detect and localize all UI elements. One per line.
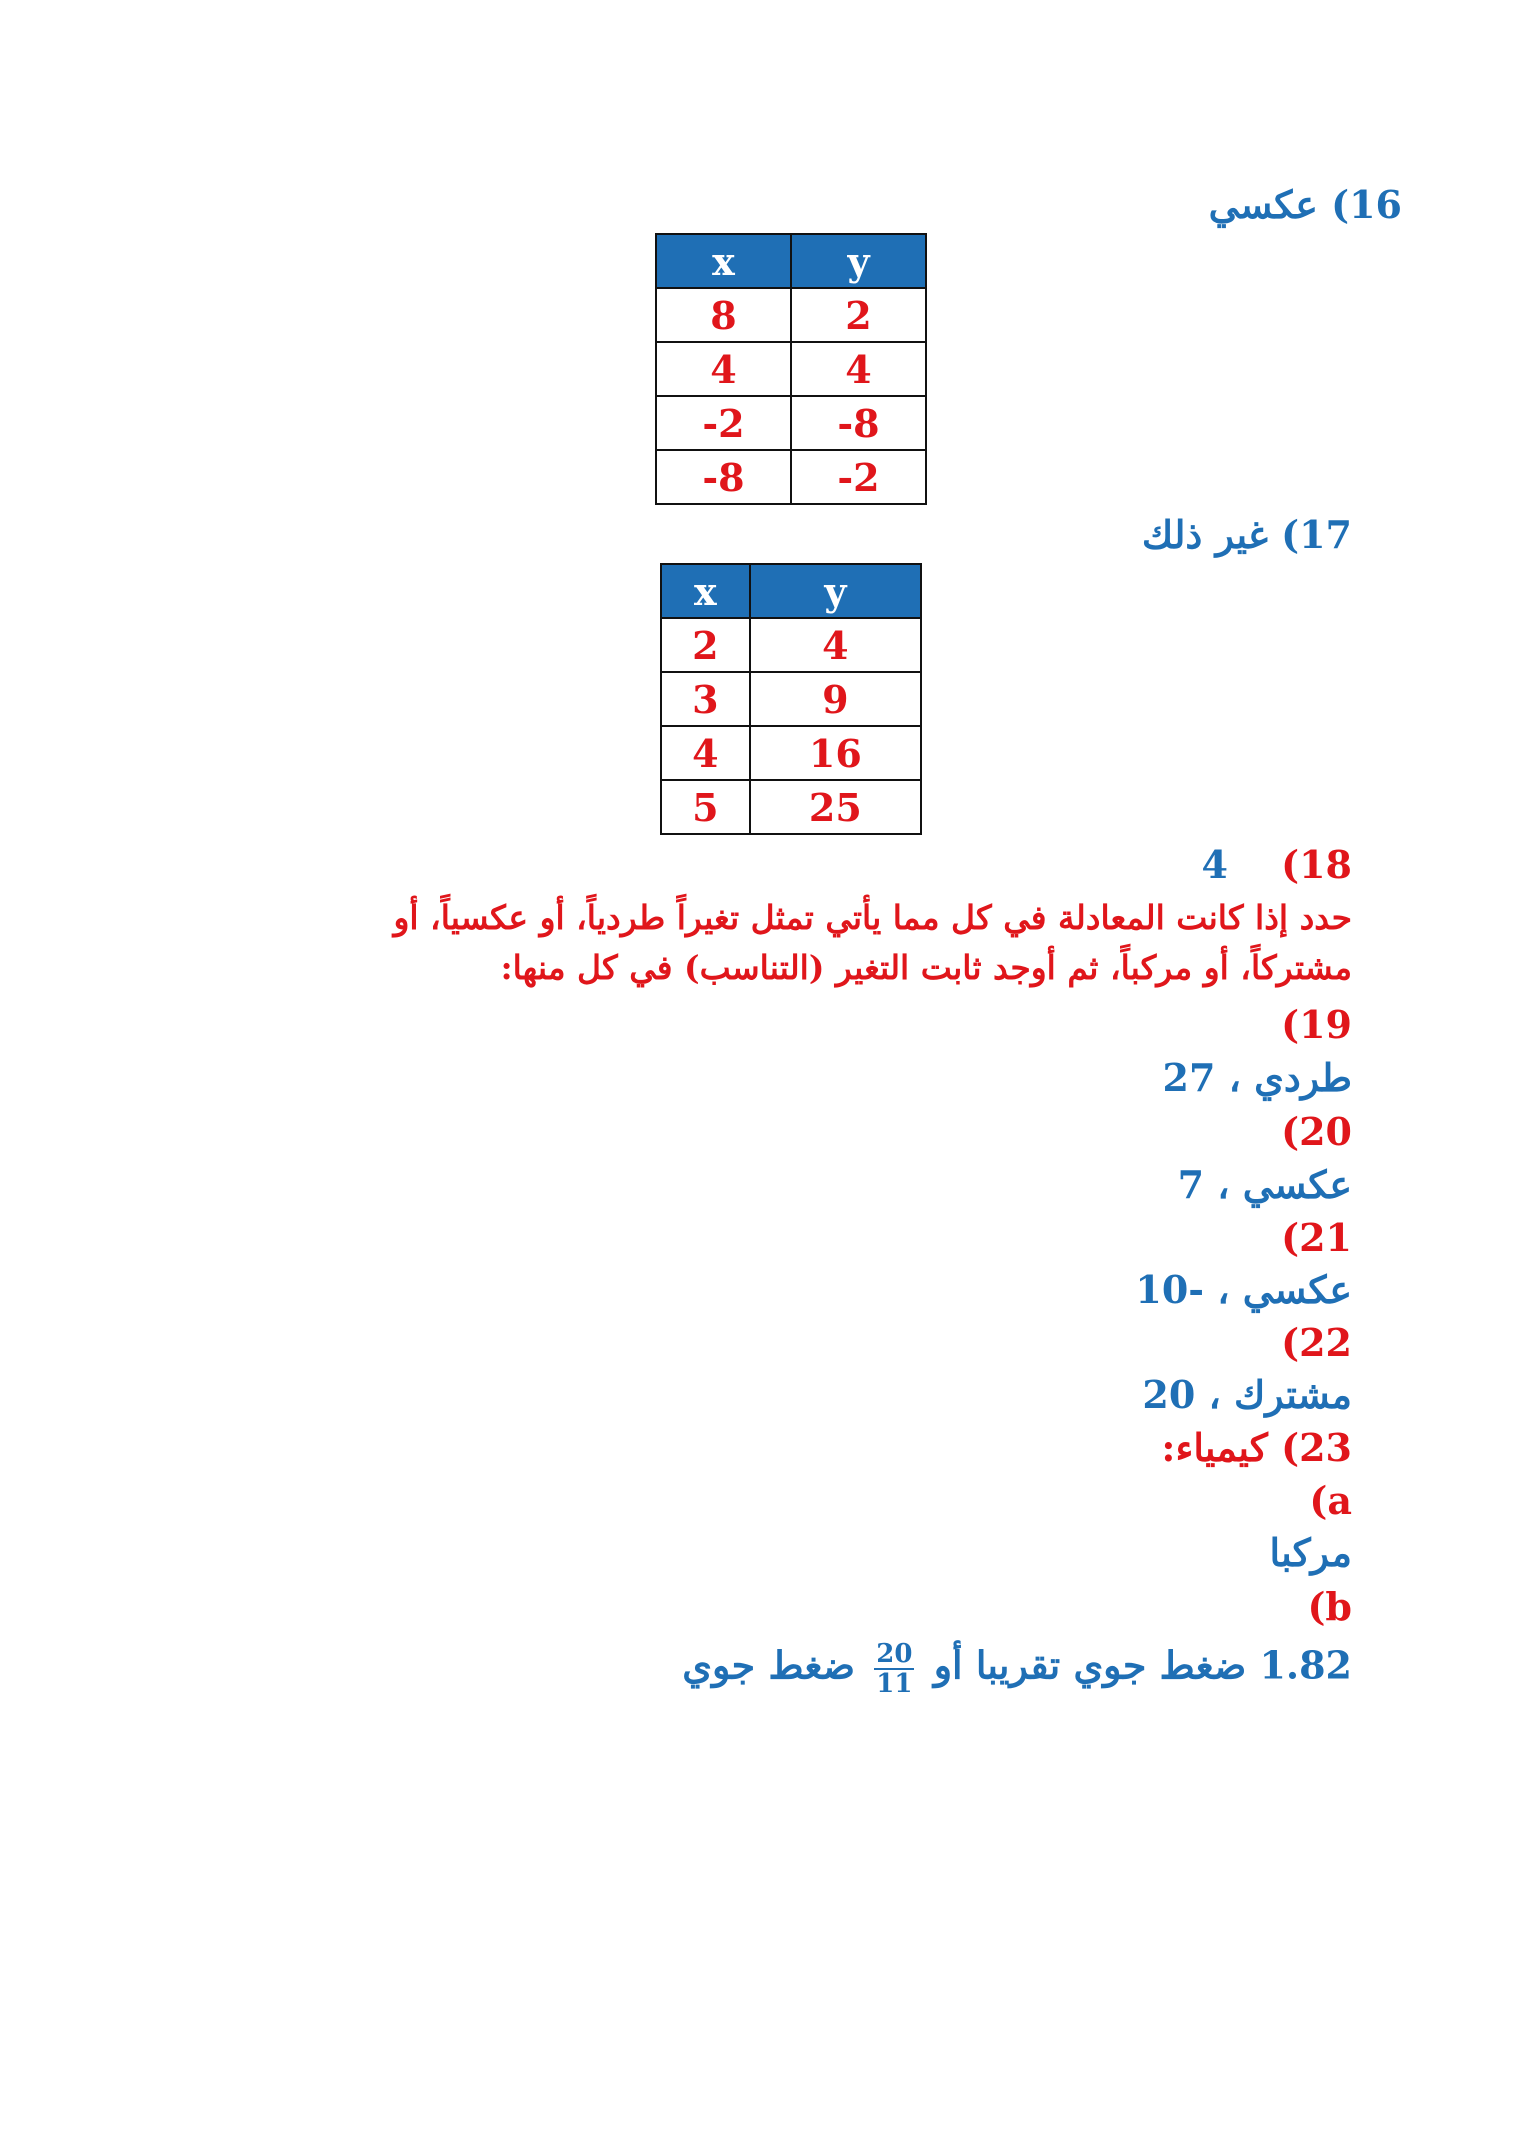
q18-label: 18): [1281, 842, 1352, 887]
table-cell: 3: [661, 672, 750, 726]
table17-header-y: y: [750, 564, 921, 618]
table-cell: 9: [750, 672, 921, 726]
qa-label: a): [1309, 1478, 1352, 1523]
qb-answer: [682, 1640, 1352, 1698]
q16-label: 16): [1331, 182, 1402, 227]
table-cell: -8: [656, 450, 791, 504]
instruction-line-2: مشتركاً، أو مركباً، ثم أوجد ثابت التغير (التناسب) في كل منها:: [500, 948, 1352, 987]
fraction-denominator: 11: [876, 1669, 913, 1699]
table16-header-y: y: [791, 234, 926, 288]
table-cell: 5: [661, 780, 750, 834]
q21-answer: عكسي ، -10: [1135, 1267, 1352, 1312]
table-row: [661, 672, 921, 726]
q17-line: [1142, 510, 1352, 560]
q16-answer: عكسي: [1208, 182, 1318, 227]
fraction: [874, 1640, 914, 1698]
qb-answer-start: 1.82 ضغط جوي تقريبا أو: [933, 1642, 1352, 1688]
q20-answer: عكسي ، 7: [1177, 1162, 1352, 1207]
table-cell: 2: [791, 288, 926, 342]
q18-answer: 4: [1201, 842, 1228, 887]
table-17: [660, 563, 922, 835]
q16-line: [1209, 180, 1402, 230]
fraction-numerator: 20: [876, 1639, 913, 1669]
table-row: [656, 450, 926, 504]
q17-label: 17): [1281, 512, 1352, 557]
table-cell: 25: [750, 780, 921, 834]
q22-label: 22): [1281, 1320, 1352, 1365]
instruction-line-1: حدد إذا كانت المعادلة في كل مما يأتي تمثل تغيراً طردياً، أو عكسياً، أو: [393, 898, 1352, 937]
q21-label: 21): [1281, 1215, 1352, 1260]
table-cell: -2: [656, 396, 791, 450]
table-16: [655, 233, 927, 505]
table-cell: 4: [661, 726, 750, 780]
table-cell: 4: [656, 342, 791, 396]
table-cell: 8: [656, 288, 791, 342]
table-row: [656, 396, 926, 450]
q19-label: 19): [1281, 1002, 1352, 1047]
qb-answer-end: ضغط جوي: [682, 1642, 856, 1688]
q17-answer: غير ذلك: [1141, 512, 1268, 557]
q18-line: [1201, 840, 1352, 890]
q22-answer: مشترك ، 20: [1142, 1372, 1352, 1417]
qa-answer: مركبا: [1269, 1530, 1352, 1575]
table17-header-x: x: [661, 564, 750, 618]
table-row: [656, 342, 926, 396]
table-cell: 2: [661, 618, 750, 672]
table-cell: -8: [791, 396, 926, 450]
table-cell: 4: [750, 618, 921, 672]
table-row: [656, 288, 926, 342]
table-row: [661, 726, 921, 780]
table-cell: -2: [791, 450, 926, 504]
q19-answer: طردي ، 27: [1162, 1055, 1352, 1100]
qb-label: b): [1307, 1584, 1352, 1629]
table-cell: 4: [791, 342, 926, 396]
q20-label: 20): [1281, 1109, 1352, 1154]
table-row: [661, 780, 921, 834]
table-cell: 16: [750, 726, 921, 780]
table16-header-x: x: [656, 234, 791, 288]
table-row: [661, 618, 921, 672]
q23-label: 23) كيمياء:: [1161, 1425, 1352, 1470]
